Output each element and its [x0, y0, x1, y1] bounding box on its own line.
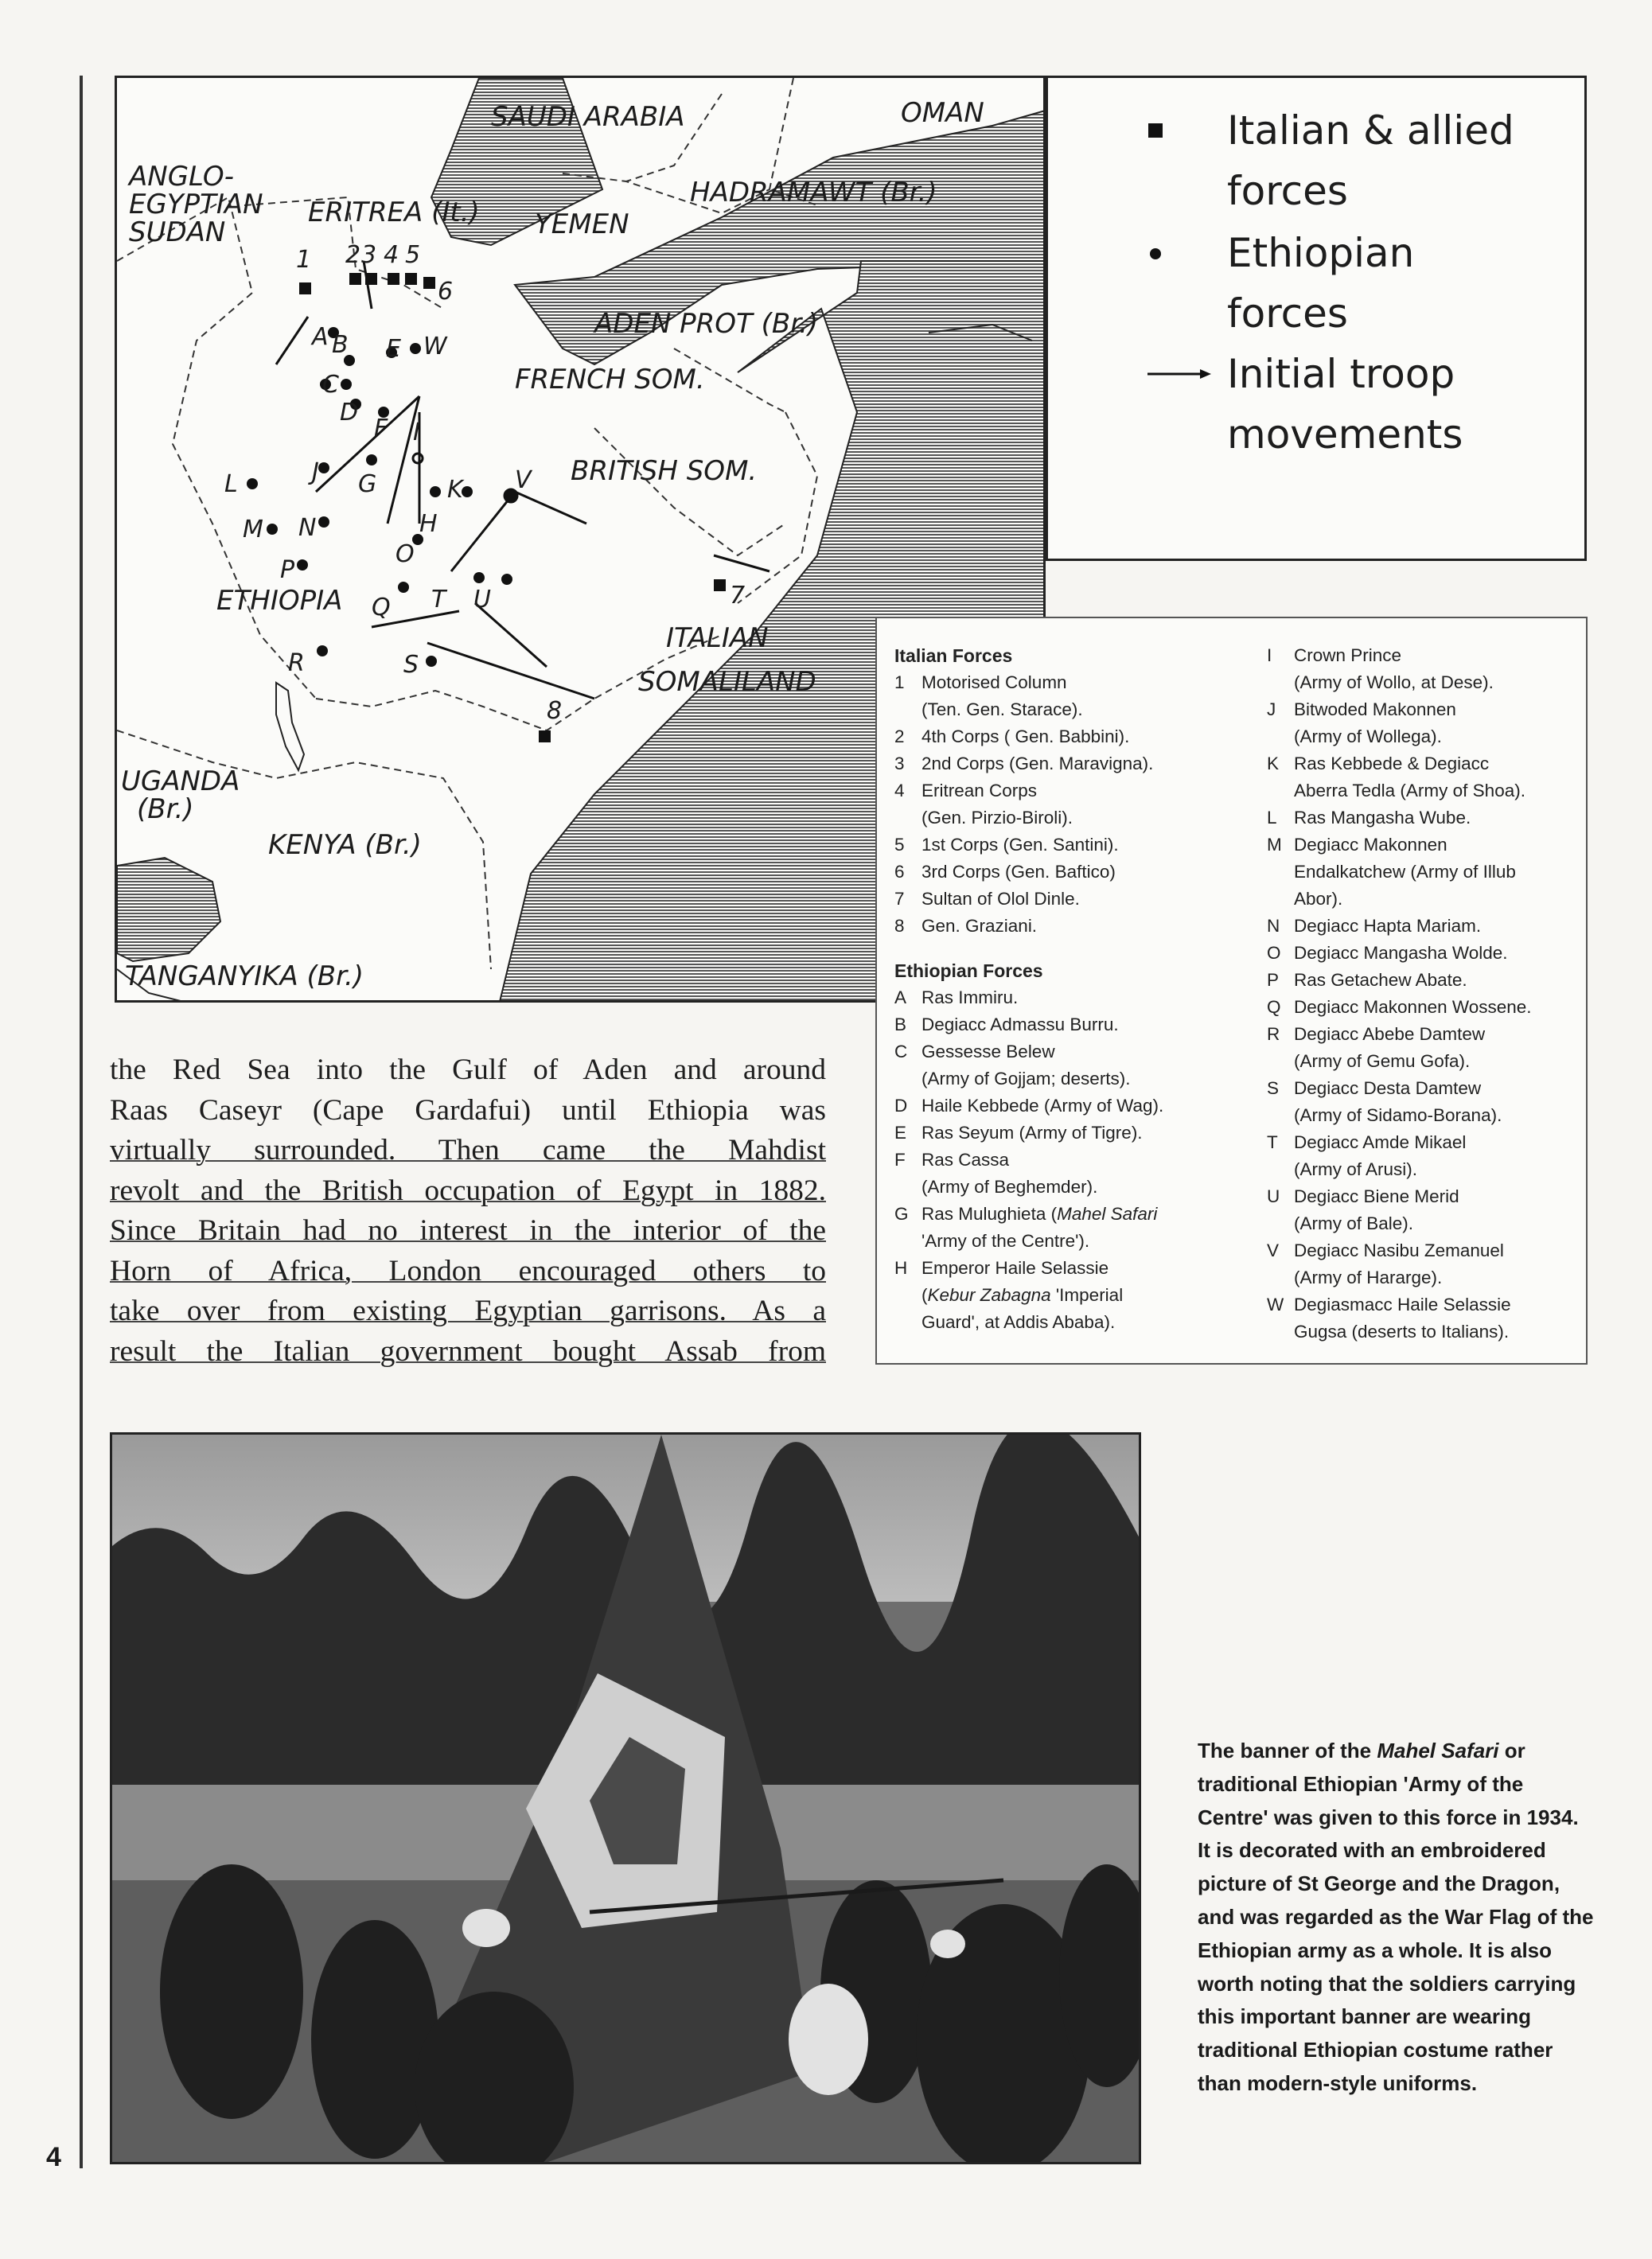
map-marker-label: G — [358, 470, 377, 498]
map-legend — [1046, 76, 1587, 561]
key-item — [894, 1147, 1245, 1201]
key-item — [894, 886, 1245, 913]
map-label-saudi-arabia: SAUDI ARABIA — [491, 101, 685, 133]
key-item-code: 6 — [894, 862, 905, 882]
lake-victoria — [117, 858, 220, 961]
map-marker-label: L — [224, 470, 238, 498]
key-italian-heading: Italian Forces — [894, 645, 1013, 666]
map-label-yemen: YEMEN — [535, 208, 629, 240]
map-marker-label: H — [419, 510, 438, 538]
key-item-text: Degiacc Biene Merid (Army of Bale). — [1294, 1186, 1459, 1233]
map-marker-label: F — [374, 415, 388, 442]
body-text-line: result the Italian government bought Assab from — [110, 1334, 826, 1368]
key-item — [894, 1092, 1245, 1120]
map-label-somaliland: SOMALILAND — [638, 666, 816, 698]
key-item-code: G — [894, 1204, 909, 1224]
key-item-text: Ras Getachew Abate. — [1294, 970, 1467, 990]
key-item-code: P — [1267, 970, 1280, 990]
key-item-code: 5 — [894, 835, 905, 855]
key-item-text: Degiacc Amde Mikael (Army of Arusi). — [1294, 1132, 1467, 1179]
key-item-code: V — [1267, 1241, 1280, 1260]
map-marker-label: 7 — [730, 582, 746, 610]
map-label-eritrea: ERITREA (It.) — [308, 197, 480, 228]
map-marker-label: M — [243, 516, 263, 543]
key-item — [1267, 832, 1577, 913]
ethiopian-dot-icon — [1150, 248, 1161, 259]
key-item-text: Degiacc Nasibu Zemanuel (Army of Hararge). — [1294, 1241, 1504, 1287]
key-item-text-em: Mahel Safari — [1057, 1204, 1158, 1224]
map-marker-label: E — [386, 335, 401, 363]
key-item-text: Gen. Graziani. — [921, 916, 1038, 936]
key-item-code: C — [894, 1042, 908, 1061]
key-ethiopian-heading: Ethiopian Forces — [894, 960, 1043, 981]
body-text-line: Since Britain had no interest in the interior of the — [110, 1214, 826, 1247]
key-item-text: 3rd Corps (Gen. Baftico) — [921, 862, 1116, 882]
key-column-right — [1267, 642, 1577, 1346]
key-item-text-em: Kebur Zabagna — [927, 1285, 1051, 1305]
map-label-aden: ADEN PROT (Br.) — [594, 308, 819, 340]
key-item — [1267, 913, 1577, 940]
key-item-text: Degiacc Mangasha Wolde. — [1294, 943, 1508, 963]
key-item-code: 4 — [894, 781, 905, 800]
map-marker-label: O — [395, 540, 415, 568]
key-item-text-post: 'Imperial Guard', at Addis Ababa). — [921, 1285, 1124, 1332]
key-item — [1267, 1075, 1577, 1129]
map-marker-label: I — [413, 419, 420, 446]
key-item-text: Degiacc Abebe Damtew (Army of Gemu Gofa). — [1294, 1024, 1486, 1071]
map-marker-label: W — [423, 333, 447, 360]
key-item — [894, 1011, 1245, 1038]
key-item-text: Degiasmacc Haile Selassie Gugsa (deserts to Italians). — [1294, 1295, 1511, 1342]
map-label-oman: OMAN — [901, 97, 984, 129]
map-marker-label: B — [332, 331, 349, 359]
key-item — [894, 1120, 1245, 1147]
key-item — [1267, 1021, 1577, 1075]
key-item — [1267, 1237, 1577, 1291]
key-item — [894, 913, 1245, 940]
key-item-code: U — [1267, 1186, 1280, 1206]
key-item-code: 1 — [894, 672, 905, 692]
map-marker-label: 6 — [438, 278, 454, 306]
photo-banner-army-of-the-centre — [110, 1432, 1141, 2164]
key-item-code: T — [1267, 1132, 1278, 1152]
key-ethiopian-list-left — [894, 984, 1245, 1336]
body-text-line: revolt and the British occupation of Egypt in 1882. — [110, 1174, 826, 1207]
key-item — [894, 1201, 1245, 1255]
key-item-text: 4th Corps ( Gen. Babbini). — [921, 726, 1130, 746]
key-item-text: 1st Corps (Gen. Santini). — [921, 835, 1119, 855]
map-marker-label: 1 — [296, 246, 312, 274]
body-text-line: Raas Caseyr (Cape Gardafui) until Ethiopia was — [110, 1093, 826, 1127]
legend-movement-line1: Initial troop — [1227, 351, 1455, 397]
movement-arrow-icon — [1147, 368, 1211, 384]
key-item-code: L — [1267, 808, 1277, 828]
map-marker-label: R — [288, 649, 305, 677]
key-item-text: Motorised Column (Ten. Gen. Starace). — [921, 672, 1083, 719]
key-item — [1267, 1129, 1577, 1183]
key-item-code: 2 — [894, 726, 905, 746]
map-marker-label: 2 — [345, 241, 361, 269]
key-item-text: Degiacc Makonnen Endalkatchew (Army of Illub Abor). — [1294, 835, 1516, 909]
key-item-code: Q — [1267, 997, 1281, 1017]
key-item-text: 2nd Corps (Gen. Maravigna). — [921, 754, 1154, 773]
key-item-code: M — [1267, 835, 1282, 855]
key-item — [894, 859, 1245, 886]
caption-text-em: Mahel Safari — [1377, 1739, 1499, 1762]
map-marker-label: Q — [372, 594, 391, 621]
key-item-text: Crown Prince (Army of Wollo, at Dese). — [1294, 645, 1494, 692]
page-margin-rule — [80, 76, 83, 2168]
key-item-code: B — [894, 1015, 907, 1034]
map-marker-label: N — [298, 514, 317, 542]
map-label-kenya: KENYA (Br.) — [268, 829, 422, 861]
key-item — [1267, 994, 1577, 1021]
key-item-text — [921, 1201, 1245, 1255]
map-marker-label: T — [431, 586, 446, 613]
map-label-uganda: UGANDA — [121, 765, 240, 797]
key-item-text: Sultan of Olol Dinle. — [921, 889, 1080, 909]
body-text-line: Horn of Africa, London encouraged others to — [110, 1254, 826, 1287]
key-item-text-pre: Ras Mulughieta ( — [921, 1204, 1058, 1224]
legend-ethiopian-line1: Ethiopian — [1227, 230, 1415, 276]
body-text-line: virtually surrounded. Then came the Mahdist — [110, 1134, 826, 1167]
body-text-line: take over from existing Egyptian garrisons. As a — [110, 1295, 826, 1327]
map-marker-label: 4 — [384, 241, 399, 269]
map-marker-label: 5 — [405, 241, 421, 269]
italian-square-icon — [1148, 123, 1163, 138]
map-marker-label: A — [312, 323, 329, 351]
key-item-code: A — [894, 987, 907, 1007]
legend-italian-line1: Italian & allied — [1227, 107, 1514, 154]
key-item-code: 3 — [894, 754, 905, 773]
forces-key — [875, 617, 1588, 1365]
key-item-text-pre: Emperor Haile Selassie ( — [921, 1258, 1109, 1305]
key-item-text: Eritrean Corps (Gen. Pirzio-Biroli). — [921, 781, 1073, 828]
key-item — [1267, 696, 1577, 750]
key-item — [1267, 967, 1577, 994]
map-label-sudan: SUDAN — [129, 216, 226, 248]
key-item-text: Degiacc Makonnen Wossene. — [1294, 997, 1532, 1017]
key-item-text: Degiacc Hapta Mariam. — [1294, 916, 1482, 936]
map-marker-label: P — [280, 556, 295, 584]
legend-ethiopian-line2: forces — [1227, 290, 1348, 337]
map-marker-label: V — [515, 466, 532, 494]
key-item-text — [921, 1255, 1245, 1336]
key-item-code: N — [1267, 916, 1280, 936]
key-item — [894, 723, 1245, 750]
map-marker-label: D — [340, 399, 359, 426]
key-item-text: Ras Mangasha Wube. — [1294, 808, 1471, 828]
map-label-ethiopia: ETHIOPIA — [216, 585, 343, 617]
map-label-hadramawt: HADRAMAWT (Br.) — [690, 177, 937, 208]
key-item-code: J — [1267, 699, 1276, 719]
key-item-code: 8 — [894, 916, 905, 936]
key-italian-list — [894, 669, 1245, 940]
map-label-egyptian: EGYPTIAN — [129, 189, 263, 220]
key-item-code: 7 — [894, 889, 905, 909]
key-item-code: E — [894, 1123, 907, 1143]
page-number: 4 — [46, 2142, 61, 2172]
key-item — [1267, 940, 1577, 967]
key-item — [1267, 1291, 1577, 1346]
map-marker-label: J — [312, 458, 319, 486]
key-item — [894, 984, 1245, 1011]
key-item — [894, 1255, 1245, 1336]
caption-text-post: or traditional Ethiopian 'Army of the Centre' was given to this force in 1934. It is decorated with an embroidered picture of St George and the Dragon, and was regarded as the War Flag of the Ethiopian army as a whole. It is also worth noting that the soldiers carrying this important banner are wearing traditional Ethiopian costume rather than modern-style uniforms. — [1198, 1739, 1594, 2095]
body-text — [110, 1050, 826, 1372]
key-item — [894, 832, 1245, 859]
key-item — [1267, 1183, 1577, 1237]
key-item-text: Ras Seyum (Army of Tigre). — [921, 1123, 1143, 1143]
key-item-code: O — [1267, 943, 1281, 963]
key-item — [894, 777, 1245, 832]
key-item-code: S — [1267, 1078, 1280, 1098]
map-label-anglo: ANGLO- — [129, 161, 234, 193]
key-item-code: I — [1267, 645, 1272, 665]
map-marker-label: 3 — [361, 241, 377, 269]
key-item-code: H — [894, 1258, 908, 1278]
legend-movement-line2: movements — [1227, 411, 1463, 458]
key-item — [894, 669, 1245, 723]
key-item-code: W — [1267, 1295, 1284, 1315]
key-item-text: Ras Cassa (Army of Beghemder). — [921, 1150, 1098, 1197]
map-marker-label: U — [473, 586, 491, 613]
legend-italian-line2: forces — [1227, 168, 1348, 214]
map-marker-label: K — [447, 476, 463, 504]
key-item-code: R — [1267, 1024, 1280, 1044]
map-marker-label: C — [322, 371, 339, 399]
key-item-text: Degiacc Admassu Burru. — [921, 1015, 1119, 1034]
key-item-text: Gessesse Belew (Army of Gojjam; deserts). — [921, 1042, 1131, 1089]
key-item — [1267, 750, 1577, 804]
key-item-text: Ras Immiru. — [921, 987, 1019, 1007]
key-item-code: F — [894, 1150, 906, 1170]
map-label-italian: ITALIAN — [666, 622, 769, 654]
map-label-tanganyika: TANGANYIKA (Br.) — [125, 960, 364, 992]
map-label-french-som: FRENCH SOM. — [515, 364, 705, 395]
key-item — [1267, 804, 1577, 832]
key-column-left — [894, 642, 1245, 1336]
key-item-text-post: 'Army of the Centre'). — [921, 1231, 1090, 1251]
key-item — [894, 1038, 1245, 1092]
key-item-text: Degiacc Desta Damtew (Army of Sidamo-Borana). — [1294, 1078, 1502, 1125]
key-item — [894, 750, 1245, 777]
map-label-uganda-br: (Br.) — [137, 793, 194, 825]
map-marker-label: 8 — [547, 697, 563, 725]
map-label-british-som: BRITISH SOM. — [571, 455, 758, 487]
key-item-text: Haile Kebbede (Army of Wag). — [921, 1096, 1164, 1116]
key-item — [1267, 642, 1577, 696]
key-item-code: K — [1267, 754, 1280, 773]
photo-caption — [1198, 1735, 1596, 2101]
key-ethiopian-list-right — [1267, 642, 1577, 1346]
key-item-text: Bitwoded Makonnen (Army of Wollega). — [1294, 699, 1456, 746]
map-marker-label: S — [403, 651, 419, 679]
caption-text-pre: The banner of the — [1198, 1739, 1377, 1762]
key-item-code: D — [894, 1096, 908, 1116]
body-text-line: the Red Sea into the Gulf of Aden and around — [110, 1054, 826, 1086]
key-item-text: Ras Kebbede & Degiacc Aberra Tedla (Army of Shoa). — [1294, 754, 1525, 800]
